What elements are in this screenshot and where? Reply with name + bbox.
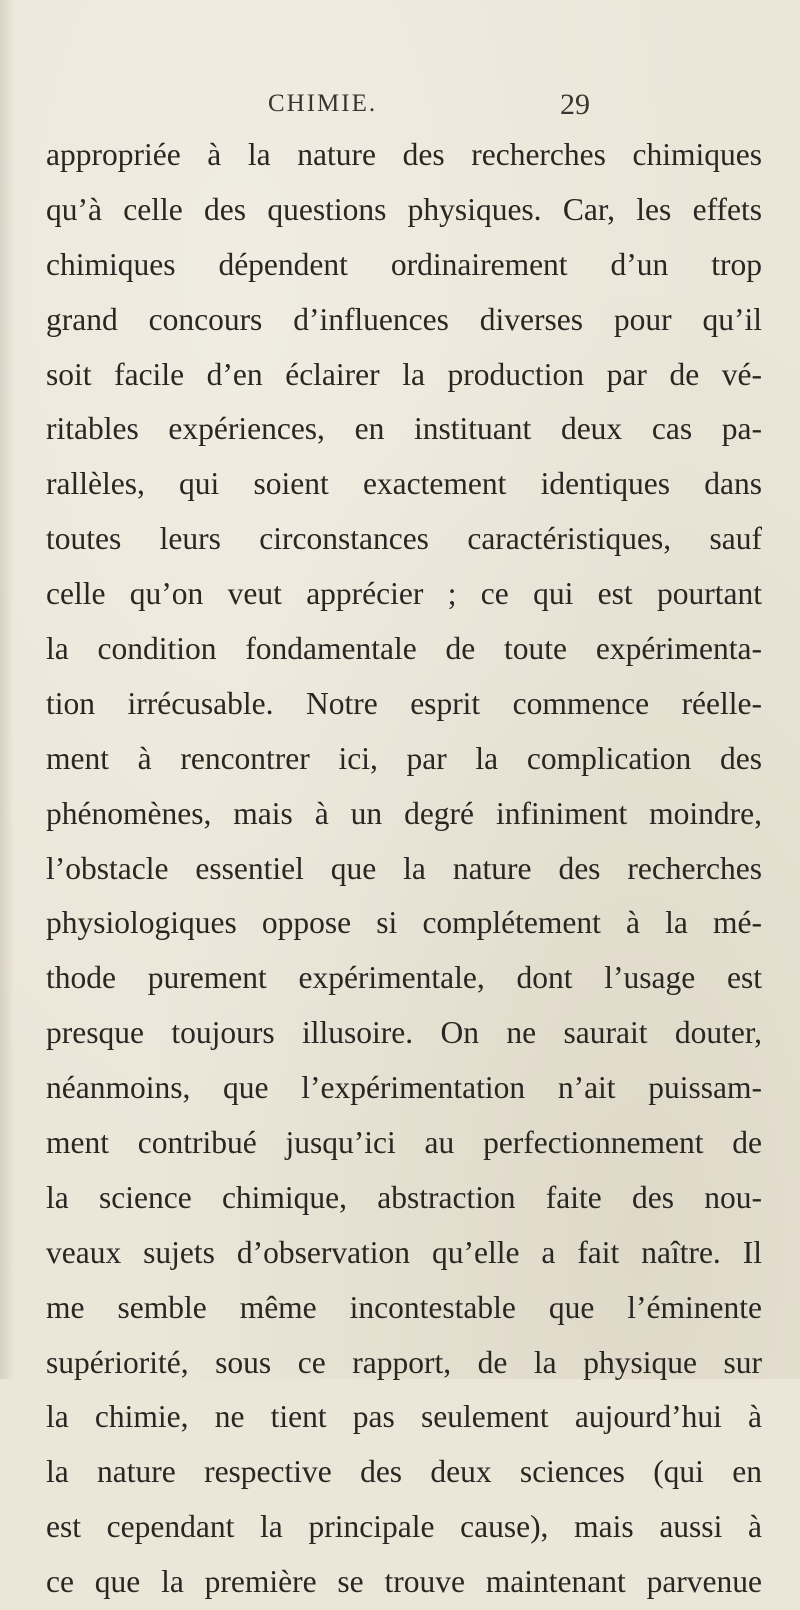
text-line: ment contribué jusqu’ici au perfectionnement de	[46, 1125, 762, 1161]
text-line: presque toujours illusoire. On ne saurait douter,	[46, 1015, 762, 1051]
text-line: néanmoins, que l’expérimentation n’ait puissam-	[46, 1070, 762, 1106]
page-number: 29	[560, 88, 590, 121]
text-line: la science chimique, abstraction faite des nou-	[46, 1179, 762, 1215]
text-line: ce que la première se trouve maintenant parvenue	[46, 1564, 762, 1600]
body-text	[46, 128, 762, 1610]
text-line: est cependant la principale cause), mais aussi à	[46, 1509, 762, 1545]
text-line: chimiques dépendent ordinairement d’un trop	[46, 246, 762, 282]
text-line: celle qu’on veut apprécier ; ce qui est pourtant	[46, 576, 762, 612]
text-line: supériorité, sous ce rapport, de la physique sur	[46, 1344, 762, 1380]
text-line: qu’à celle des questions physiques. Car, les effets	[46, 191, 762, 227]
text-line: soit facile d’en éclairer la production par de vé-	[46, 356, 762, 392]
text-line: rallèles, qui soient exactement identiques dans	[46, 466, 762, 502]
page-edge-shadow	[0, 0, 14, 1379]
text-line: physiologiques oppose si complétement à la mé-	[46, 905, 762, 941]
text-line: l’obstacle essentiel que la nature des recherches	[46, 850, 762, 886]
text-line: la nature respective des deux sciences (qui en	[46, 1454, 762, 1490]
text-line: ment à rencontrer ici, par la complication des	[46, 740, 762, 776]
text-line: appropriée à la nature des recherches chimiques	[46, 137, 762, 172]
running-title: CHIMIE.	[268, 90, 378, 117]
text-line: la chimie, ne tient pas seulement aujourd’hui à	[46, 1399, 762, 1435]
text-line: la condition fondamentale de toute expérimenta-	[46, 631, 762, 667]
text-line: me semble même incontestable que l’éminente	[46, 1289, 762, 1325]
page-header	[0, 88, 800, 128]
text-line: tion irrécusable. Notre esprit commence réelle-	[46, 685, 762, 721]
text-line: phénomènes, mais à un degré infiniment moindre,	[46, 795, 762, 831]
text-line: toutes leurs circonstances caractéristiques, sauf	[46, 521, 762, 557]
text-line: veaux sujets d’observation qu’elle a fait naître. Il	[46, 1234, 762, 1270]
text-line: grand concours d’influences diverses pour qu’il	[46, 301, 762, 337]
text-line: ritables expériences, en instituant deux cas pa-	[46, 411, 762, 447]
text-line: thode purement expérimentale, dont l’usage est	[46, 960, 762, 996]
